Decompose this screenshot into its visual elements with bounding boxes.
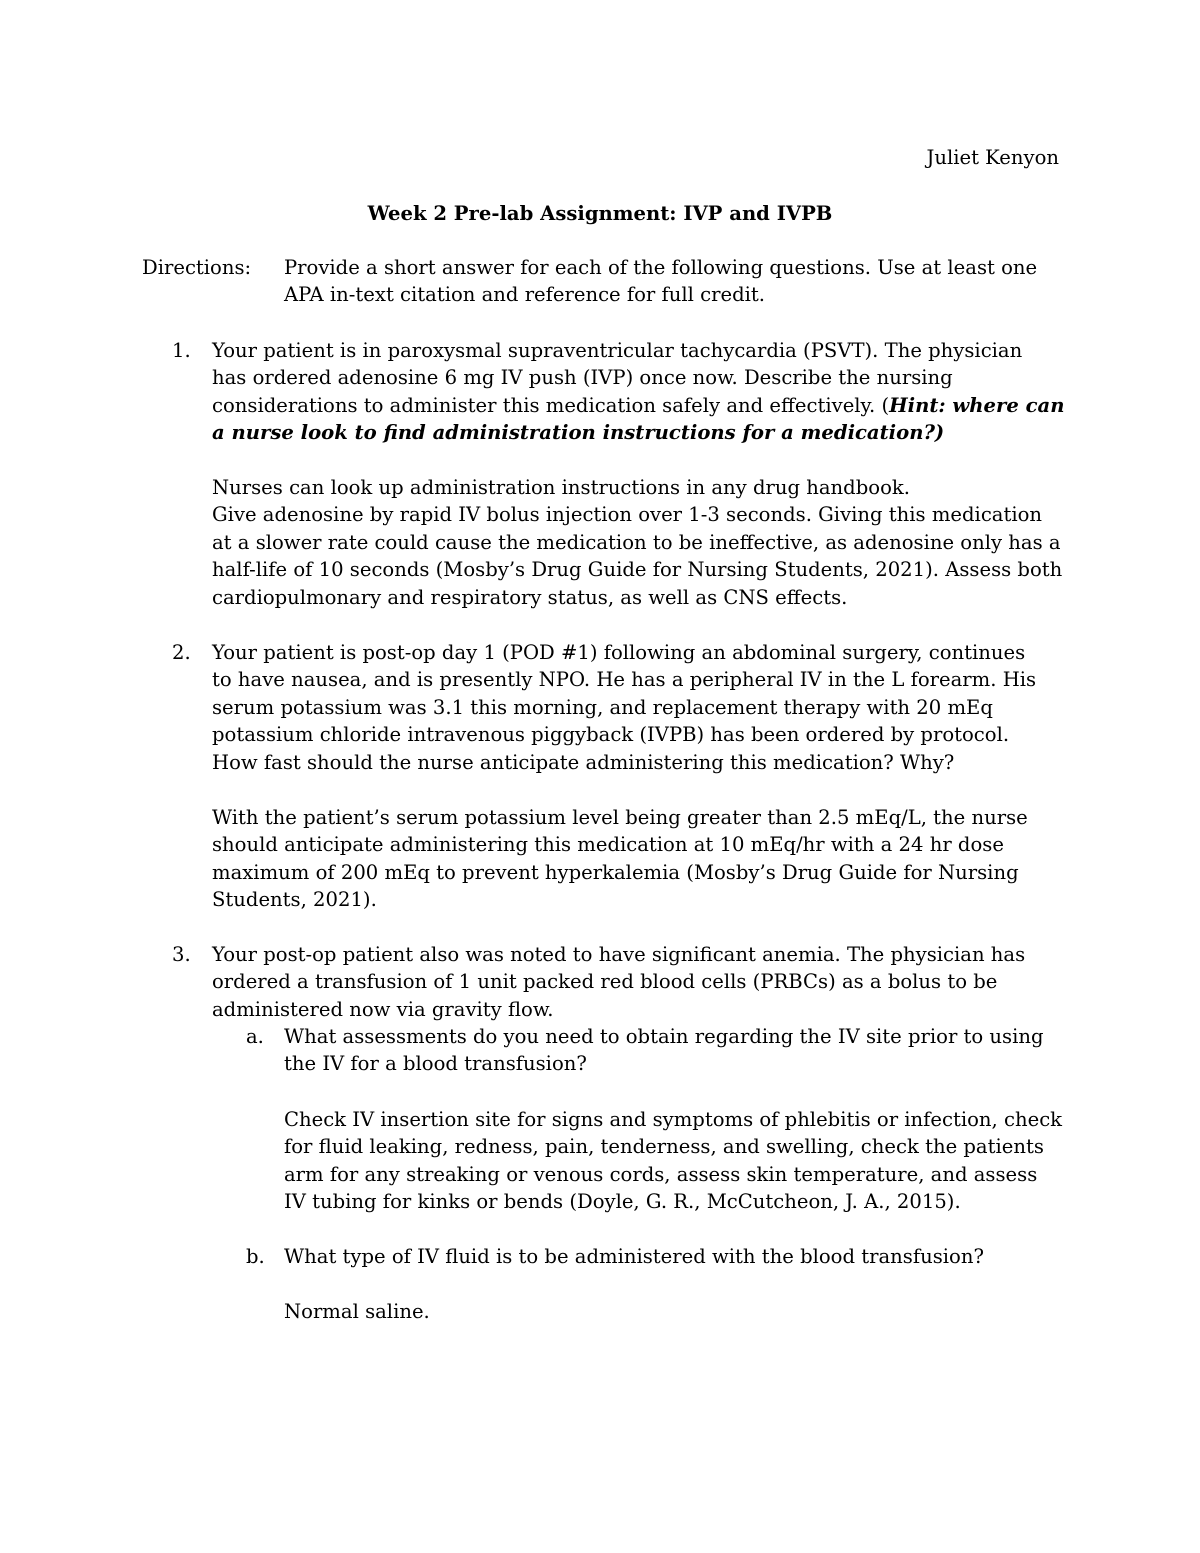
question-line: Your patient is in paroxysmal supraventricular tachycardia (PSVT). The physician [212,339,1023,362]
question-number: 2. [172,641,191,664]
answer-line: cardiopulmonary and respiratory status, as well as CNS effects. [212,585,848,609]
subquestion-b-text [284,1243,1074,1270]
answer-2-text [212,804,1072,914]
question-number: 3. [172,943,191,966]
answer-line: Give adenosine by rapid IV bolus injection over 1-3 seconds. Giving this medication [212,503,1043,527]
directions-text [284,254,1064,309]
answer-line: Nurses can look up administration instructions in any drug handbook. [212,476,910,499]
question-line-segment: considerations to administer this medication safely and effectively. ( [212,393,890,417]
hint-text-cont: a nurse look to find administration instructions for a medication?) [212,421,945,445]
answer-line: should anticipate administering this medication at 10 mEq/hr with a 24 hr dose [212,833,1004,857]
question-line: Your patient is post-op day 1 (POD #1) following an abdominal surgery, continues [212,641,1026,664]
answer-line: Check IV insertion site for signs and symptoms of phlebitis or infection, check [284,1108,1063,1131]
answer-line: half-life of 10 seconds (Mosby’s Drug Guide for Nursing Students, 2021). Assess both [212,558,1063,582]
answer-line: Students, 2021). [212,888,377,912]
subquestion-a-text [284,1023,1074,1078]
question-line: What type of IV fluid is to be administered with the blood transfusion? [284,1245,984,1268]
question-line: to have nausea, and is presently NPO. He has a peripheral IV in the L forearm. His [212,668,1037,692]
answer-line: IV tubing for kinks or bends (Doyle, G. R., McCutcheon, J. A., 2015). [284,1190,961,1214]
answer-line: With the patient’s serum potassium level being greater than 2.5 mEq/L, the nurse [212,806,1028,829]
question-line: serum potassium was 3.1 this morning, and replacement therapy with 20 mEq [212,695,993,719]
question-number: 1. [172,339,191,362]
directions-label: Directions: [142,256,252,279]
answer-line: arm for any streaking or venous cords, assess skin temperature, and assess [284,1162,1038,1186]
question-line: has ordered adenosine 6 mg IV push (IVP) once now. Describe the nursing [212,366,953,390]
hint-line [212,419,1072,446]
author-name: Juliet Kenyon [926,146,1059,169]
question-line: potassium chloride intravenous piggyback (IVPB) has been ordered by protocol. [212,723,1010,747]
question-3-text [212,941,1072,1023]
answer-line: Normal saline. [284,1300,430,1323]
question-line: administered now via gravity flow. [212,997,554,1021]
question-line: ordered a transfusion of 1 unit packed red blood cells (PRBCs) as a bolus to be [212,970,998,994]
question-1-text [212,337,1072,447]
subquestion-letter: b. [246,1245,265,1268]
question-line: How fast should the nurse anticipate administering this medication? Why? [212,750,955,774]
question-line: the IV for a blood transfusion? [284,1052,587,1076]
answer-line: for fluid leaking, redness, pain, tenderness, and swelling, check the patients [284,1135,1044,1159]
hint-text: Hint: where can [889,393,1065,417]
question-line [212,392,1072,419]
subquestion-letter: a. [246,1025,264,1048]
assignment-title: Week 2 Pre-lab Assignment: IVP and IVPB [367,202,833,225]
answer-line: at a slower rate could cause the medication to be ineffective, as adenosine only has a [212,530,1061,554]
answer-line: maximum of 200 mEq to prevent hyperkalemia (Mosby’s Drug Guide for Nursing [212,860,1019,884]
question-line: What assessments do you need to obtain regarding the IV site prior to using [284,1025,1044,1048]
directions-line: APA in-text citation and reference for full credit. [284,283,766,307]
answer-1-text [212,474,1072,611]
question-line: Your post-op patient also was noted to have significant anemia. The physician has [212,943,1026,966]
answer-3b-text [284,1298,1074,1325]
answer-3a-text [284,1106,1074,1216]
directions-line: Provide a short answer for each of the following questions. Use at least one [284,256,1038,279]
question-2-text [212,639,1072,776]
